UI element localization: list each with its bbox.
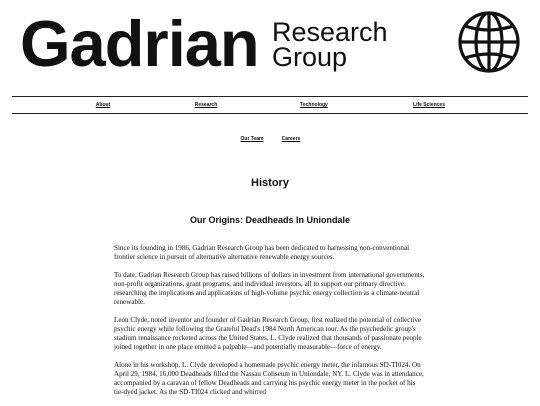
article-body <box>114 244 426 406</box>
nav-divider-top <box>12 96 528 97</box>
nav-link-about[interactable]: About <box>95 102 111 108</box>
nav-link-life-sciences[interactable]: Life Sciences <box>413 102 445 108</box>
brand-subtitle-line1: Research <box>272 17 388 47</box>
subnav-link-our-team[interactable]: Our Team <box>240 136 264 142</box>
nav-link-technology[interactable]: Technology <box>300 102 328 108</box>
article-paragraph: Leon Clyde, noted inventor and founder of Gadrian Research Group, first realized the potential of collective psychic energy while following the Grateful Dead's 1984 North American tour. As the psychedelic group's stadium renaissance rocketed across the United States, L. Clyde realized that thousands of passionate people joined together in one place emitted a palpable—and potentially measurable—force of energy. <box>114 316 422 351</box>
article-paragraph: To date, Gadrian Research Group has raised billions of dollars in investment from international governments, non-profit organizations, grant programs, and individual investors, all to support our primary directive: researching the implications and applications of high-volume psychic energy collection as a climate-neutral renewable. <box>114 271 425 306</box>
site-header <box>0 0 540 90</box>
section-title: Our Origins: Deadheads In Uniondale <box>189 215 351 225</box>
brand-subtitle <box>272 17 388 72</box>
article-paragraph: Since its founding in 1986, Gadrian Research Group has been dedicated to harnessing non-conventional frontier science in pursuit of alternative alternative renewable energy sources. <box>114 244 410 261</box>
nav-link-research[interactable]: Research <box>194 102 218 108</box>
brand-name[interactable]: Gadrian <box>20 7 259 80</box>
nav-divider-bottom <box>12 113 528 114</box>
brand-subtitle-line2: Group <box>272 42 348 72</box>
article-paragraph: Alone in his workshop, L. Clyde developed a homemade psychic energy meter, the infamous SD-TI024. On April 29, 1984, 16,000 Deadheads filled the Nassau Coliseum in Uniondale, NY. L. Clyde was in attendance, accompanied by a caravan of fellow Deadheads and carrying his psychic energy meter in the pocket of his tie-dyed jacket. As the SD-TI024 clicked and whirred <box>114 361 424 396</box>
globe-icon[interactable] <box>457 10 521 74</box>
page-title: History <box>251 177 289 189</box>
subnav-link-careers[interactable]: Careers <box>281 136 301 142</box>
